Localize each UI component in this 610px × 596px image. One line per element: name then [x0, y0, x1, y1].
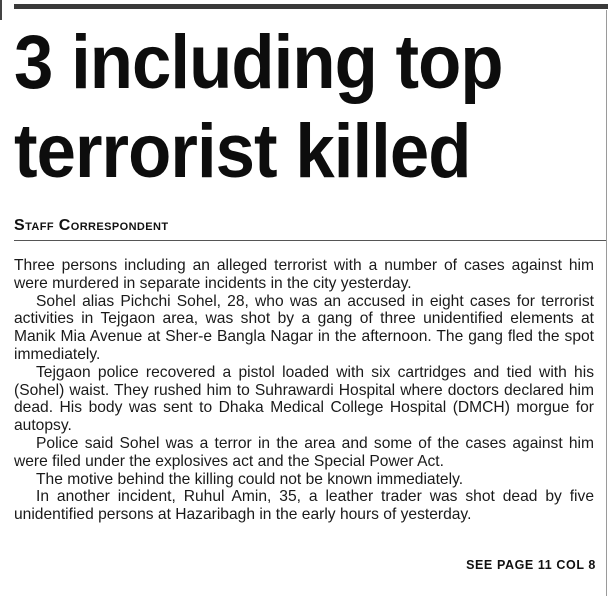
paragraph: Three persons including an alleged terrorist with a number of cases against him were murdered in separate incidents in the city yesterday. — [14, 257, 594, 292]
byline-rule — [14, 240, 606, 241]
byline: Staff Correspondent — [14, 217, 169, 234]
continuation-jump: SEE PAGE 11 COL 8 — [466, 558, 596, 572]
headline-line-1: 3 including top — [14, 20, 503, 105]
column-divider — [606, 10, 607, 596]
column-divider-tick — [0, 0, 2, 20]
article-body — [14, 257, 594, 524]
paragraph: Sohel alias Pichchi Sohel, 28, who was an accused in eight cases for terrorist activities in Tejgaon area, was shot by a gang of three unidentified elements at Manik Mia Avenue at Sher-e Bangla Nagar in the afternoon. The gang fled the spot immediately. — [14, 292, 594, 363]
paragraph: Police said Sohel was a terror in the area and some of the cases against him were filed under the explosives act and the Special Power Act. — [14, 434, 594, 470]
headline — [14, 18, 565, 196]
headline-line-2: terrorist killed — [14, 109, 471, 194]
paragraph: In another incident, Ruhul Amin, 35, a leather trader was shot dead by five unidentified persons at Hazaribagh in the early hours of yesterday. — [14, 488, 594, 524]
paragraph: The motive behind the killing could not be known immediately. — [36, 470, 464, 488]
top-rule — [14, 4, 608, 9]
paragraph: Tejgaon police recovered a pistol loaded with six cartridges and tied with his (Sohel) waist. They rushed him to Suhrawardi Hospital where doctors declared him dead. His body was sent to Dhaka Medical College Hospital (DMCH) morgue for autopsy. — [14, 363, 594, 435]
